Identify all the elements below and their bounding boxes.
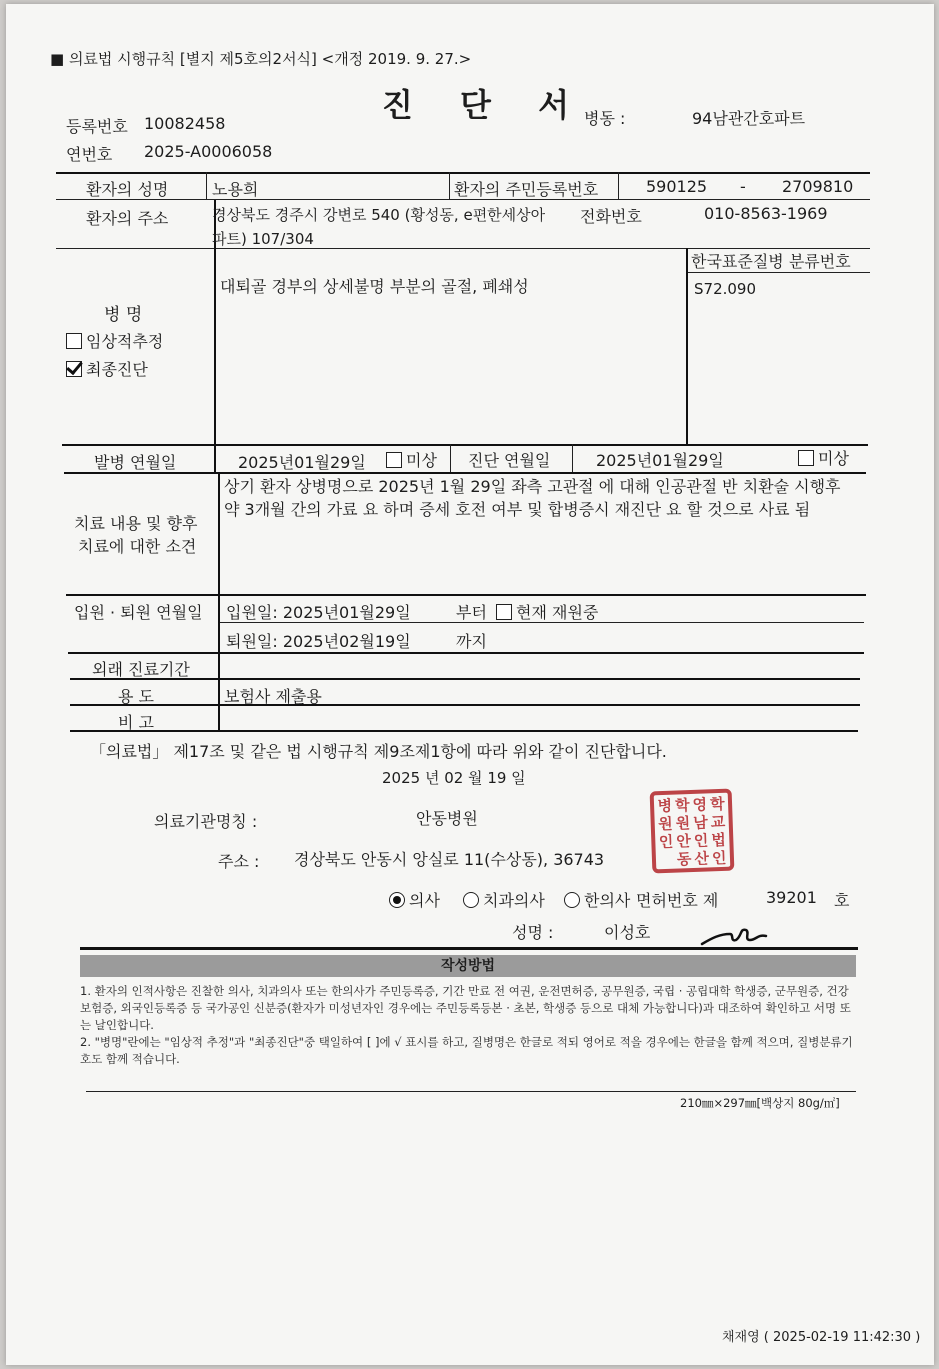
currently-admitted-label: 현재 재원중 xyxy=(516,603,599,622)
patient-address-line1: 경상북도 경주시 강변로 540 (황성동, e편한세상아 xyxy=(212,206,546,224)
seal-character: 인 xyxy=(711,848,727,868)
discharge-date: 퇴원일: 2025년02월19일 xyxy=(226,632,411,651)
disease-code: S72.090 xyxy=(694,280,757,298)
hospital-seal xyxy=(650,789,735,874)
clinical-estimate-option[interactable] xyxy=(66,329,163,352)
institution-name-label: 의료기관명칭 : xyxy=(154,812,258,831)
certificate-page xyxy=(6,4,934,1365)
seal-character: 원 xyxy=(657,814,674,834)
seal-character: 교 xyxy=(710,812,726,832)
seal-character: 인 xyxy=(693,831,709,850)
clinical-estimate-checkbox[interactable] xyxy=(66,333,82,349)
patient-address-label: 환자의 주소 xyxy=(86,209,169,228)
diagnosis-date-label: 진단 연월일 xyxy=(468,451,551,470)
disease-code-header: 한국표준질병 분류번호 xyxy=(691,252,851,271)
seal-character: 인 xyxy=(658,832,674,852)
admission-date: 입원일: 2025년01월29일 xyxy=(226,603,411,622)
legal-statement: 「의료법」 제17조 및 같은 법 시행규칙 제9조제1항에 따라 위와 같이 진단합니다. xyxy=(90,742,667,761)
treatment-opinion: 상기 환자 상병명으로 2025년 1월 29일 좌측 고관절 에 대해 인공관절 반 치환술 시행후 약 3개월 간의 가료 요 하며 증세 호전 여부 및 합병증시 재진단 요 할 것으로 사료 됨 xyxy=(224,477,841,519)
seal-character: 남 xyxy=(692,813,709,832)
patient-rrn-label: 환자의 주민등록번호 xyxy=(454,180,599,199)
patient-phone: 010-8563-1969 xyxy=(704,204,828,223)
final-diagnosis-option[interactable] xyxy=(66,357,148,380)
patient-address-line2: 파트) 107/304 xyxy=(212,230,314,248)
patient-name: 노용희 xyxy=(212,180,259,199)
diagnosis-unknown-option[interactable] xyxy=(798,446,849,469)
seal-character: 안 xyxy=(676,832,692,851)
physician-label: 의사 xyxy=(409,891,440,910)
seal-character: 병 xyxy=(657,796,673,816)
instruction-item-1: 1. 환자의 인적사항은 진찰한 의사, 치과의사 또는 한의사가 주민등록증, 기간 만료 전 여권, 운전면허증, 공무원증, 국립 · 공립대학 학생증, 군무원증, 건강보험증, 외국인등록증 등 국가공인 신분증(환자가 미성년자인 경우에는 주민등록등본 · 초본, 학생증 등으로 대체 가능합니다)과 대조하여 확인하고 서명 또는 날인합니다. xyxy=(80,984,851,1032)
diagnosis-date: 2025년01월29일 xyxy=(596,451,724,470)
form-reference: ■ 의료법 시행규칙 [별지 제5호의2서식] <개정 2019. 9. 27.> xyxy=(50,50,472,68)
clinical-estimate-label: 임상적추정 xyxy=(86,332,164,351)
onset-unknown-checkbox[interactable] xyxy=(386,452,402,468)
seal-character: 학 xyxy=(709,794,725,814)
doctor-type-oriental[interactable] xyxy=(564,888,630,911)
final-diagnosis-label: 최종진단 xyxy=(86,360,148,379)
document-title: 진 단 서 xyxy=(382,86,588,124)
diagnosis-unknown-label: 미상 xyxy=(818,449,849,468)
doctor-name-label: 성명 : xyxy=(512,923,554,942)
purpose-value: 보험사 제출용 xyxy=(224,687,322,706)
patient-rrn-back: 2709810 xyxy=(782,177,854,196)
doctor-signature xyxy=(700,922,770,948)
admission-label: 입원 · 퇴원 연월일 xyxy=(74,603,203,622)
doctor-name: 이성호 xyxy=(604,923,651,942)
registration-number: 10082458 xyxy=(144,114,226,133)
doctor-type-dentist[interactable] xyxy=(463,888,545,911)
diagnosis-unknown-checkbox[interactable] xyxy=(798,450,814,466)
until-label: 까지 xyxy=(456,632,487,651)
doctor-type-physician[interactable] xyxy=(389,888,440,911)
patient-rrn-front: 590125 xyxy=(646,177,708,196)
physician-radio[interactable] xyxy=(389,892,405,908)
currently-admitted-checkbox[interactable] xyxy=(496,604,512,620)
patient-rrn-dash: - xyxy=(740,177,746,196)
serial-number-label: 연번호 xyxy=(66,145,113,164)
instruction-item-2: 2. "병명"란에는 "임상적 추정"과 "최종진단"중 택일하여 [ ]에 √ 표시를 하고, 질병명은 한글로 적되 영어로 적을 경우에는 한글을 함께 적으며, 질병분류기호도 함께 적습니다. xyxy=(80,1035,853,1066)
ward-label: 병동 : xyxy=(584,109,626,128)
oriental-radio[interactable] xyxy=(564,892,580,908)
license-number: 39201 xyxy=(766,888,817,907)
onset-unknown-label: 미상 xyxy=(406,451,437,470)
instructions-title: 작성방법 xyxy=(80,955,856,977)
treatment-label-line1: 치료 내용 및 향후 xyxy=(74,514,198,533)
onset-date-label: 발병 연월일 xyxy=(94,453,177,472)
dentist-radio[interactable] xyxy=(463,892,479,908)
seal-character xyxy=(658,851,676,870)
onset-unknown-option[interactable] xyxy=(386,448,437,471)
diagnosis-label: 병 명 xyxy=(104,305,143,325)
currently-admitted-option[interactable] xyxy=(496,600,598,623)
dentist-label: 치과의사 xyxy=(483,891,545,910)
license-suffix: 호 xyxy=(834,891,850,910)
registration-number-label: 등록번호 xyxy=(66,117,128,136)
print-info: 채재영 ( 2025-02-19 11:42:30 ) xyxy=(722,1330,921,1345)
serial-number: 2025-A0006058 xyxy=(144,142,273,161)
paper-spec: 210㎜×297㎜[백상지 80g/㎡] xyxy=(680,1096,840,1110)
patient-phone-label: 전화번호 xyxy=(580,207,642,226)
seal-character: 영 xyxy=(692,795,708,814)
outpatient-period-label: 외래 진료기간 xyxy=(92,660,190,679)
onset-date: 2025년01월29일 xyxy=(238,453,366,472)
remarks-label: 비 고 xyxy=(118,713,154,732)
seal-character: 원 xyxy=(675,814,691,833)
ward-value: 94남관간호파트 xyxy=(692,109,806,128)
seal-character: 산 xyxy=(694,849,710,868)
issue-date: 2025 년 02 월 19 일 xyxy=(382,769,526,787)
patient-name-label: 환자의 성명 xyxy=(86,180,169,199)
institution-address-label: 주소 : xyxy=(218,852,260,871)
license-label: 면허번호 제 xyxy=(636,891,719,910)
oriental-label: 한의사 xyxy=(584,891,631,910)
diagnosis-text: 대퇴골 경부의 상세불명 부분의 골절, 폐쇄성 xyxy=(220,277,529,296)
seal-character: 동 xyxy=(676,850,692,869)
seal-character: 학 xyxy=(674,796,690,815)
final-diagnosis-checkbox[interactable] xyxy=(66,361,82,377)
seal-character: 법 xyxy=(711,830,727,850)
from-label: 부터 xyxy=(456,603,487,622)
purpose-label: 용 도 xyxy=(118,687,154,706)
institution-address: 경상북도 안동시 앙실로 11(수상동), 36743 xyxy=(294,850,605,869)
treatment-label-line2: 치료에 대한 소견 xyxy=(78,537,197,556)
institution-name: 안동병원 xyxy=(416,809,478,828)
